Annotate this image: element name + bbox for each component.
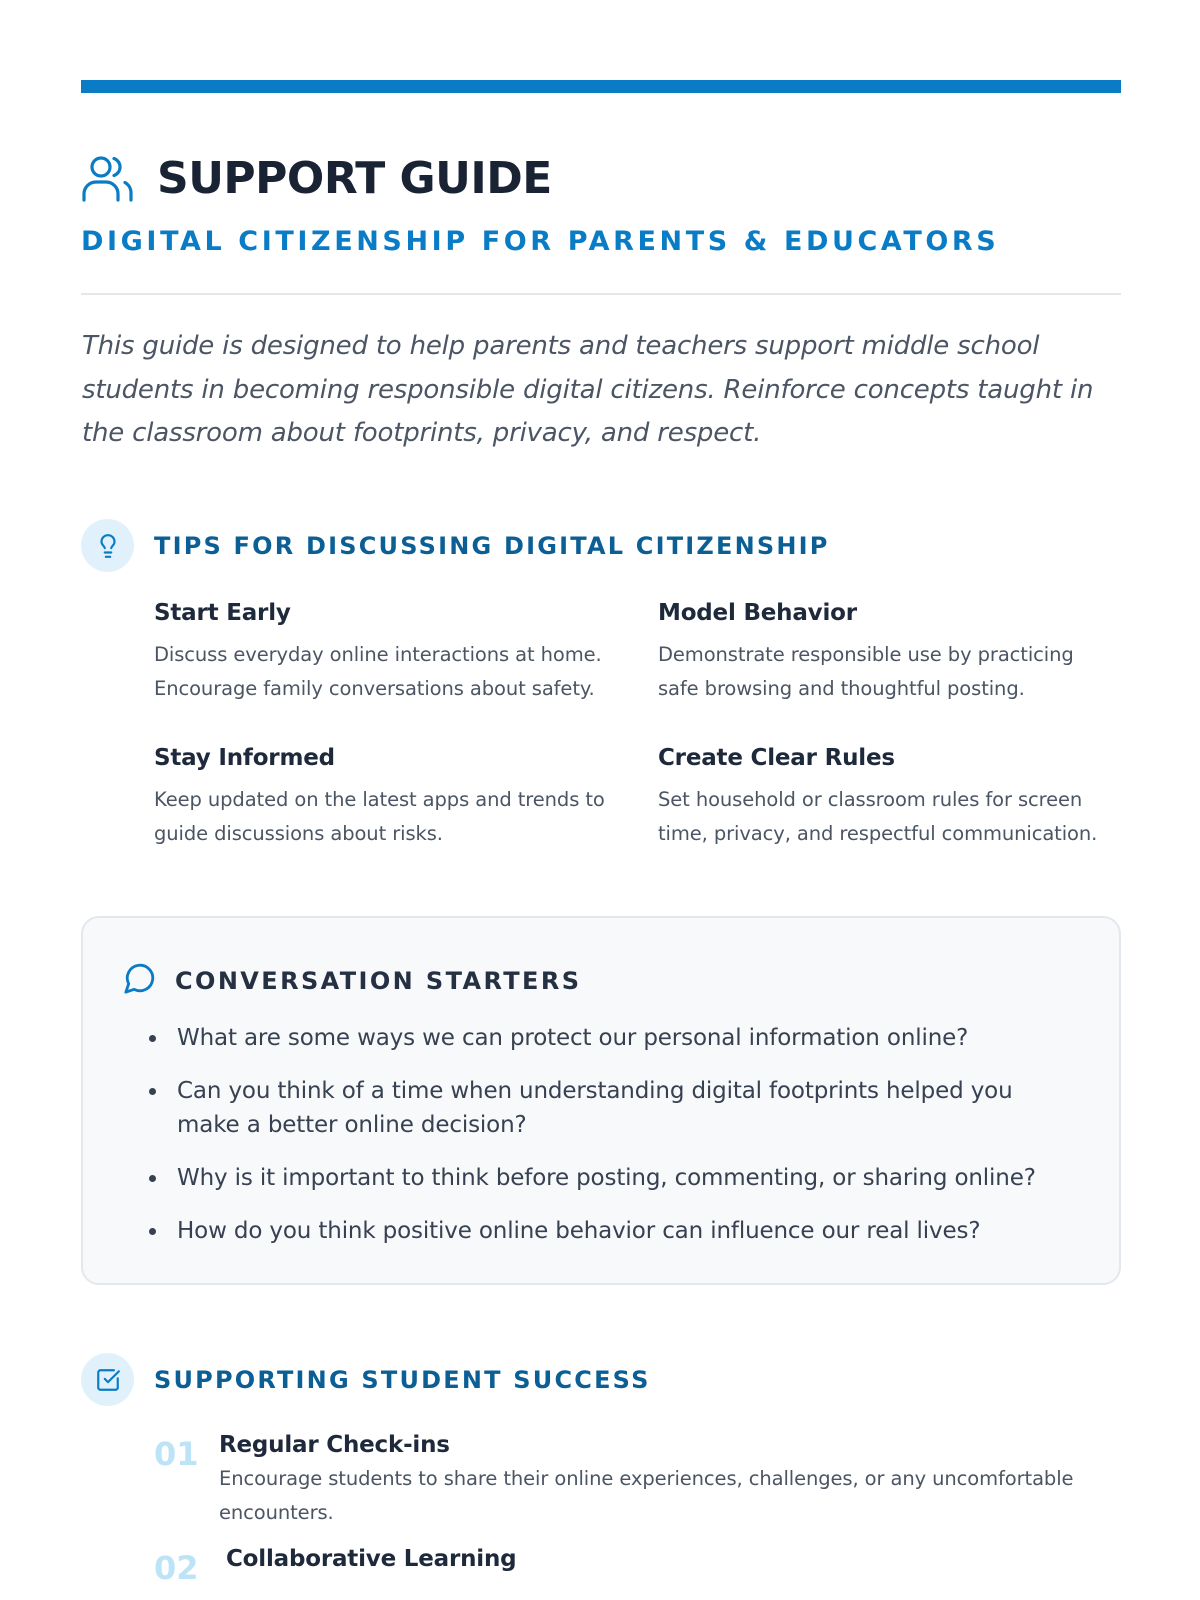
list-item: What are some ways we can protect our personal information online? (149, 1021, 1079, 1055)
tip-description: Discuss everyday online interactions at home. Encourage family conversations about safety. (154, 643, 602, 700)
conversation-starters-list (149, 1021, 1079, 1267)
top-accent-bar (81, 80, 1121, 93)
page-title: SUPPORT GUIDE (157, 152, 552, 204)
success-section-header (81, 1353, 651, 1406)
success-list (154, 1430, 1121, 1588)
conversation-starters-card (81, 916, 1121, 1285)
conversation-starters-header (123, 961, 581, 1000)
item-number: 01 (154, 1435, 199, 1473)
tip-description: Keep updated on the latest apps and trends to guide discussions about risks. (154, 788, 605, 845)
support-guide-page (81, 0, 1121, 1600)
item-number: 02 (154, 1549, 199, 1587)
page-subtitle: DIGITAL CITIZENSHIP FOR PARENTS & EDUCATORS (81, 226, 1000, 257)
item-description: Encourage students to share their online experiences, challenges, or any uncomfortable encounters. (219, 1467, 1074, 1524)
tip-title: Start Early (154, 600, 291, 626)
page-header (81, 150, 552, 206)
lightbulb-icon (81, 519, 134, 572)
chat-bubble-icon (123, 961, 157, 1000)
success-section-title: SUPPORTING STUDENT SUCCESS (154, 1365, 651, 1394)
tip-description: Set household or classroom rules for screen time, privacy, and respectful communication. (658, 788, 1098, 845)
checkbox-icon (81, 1353, 134, 1406)
tip-create-clear-rules (658, 745, 1118, 851)
tips-section-title: TIPS FOR DISCUSSING DIGITAL CITIZENSHIP (154, 531, 830, 560)
tip-model-behavior (658, 600, 1118, 706)
list-item: Why is it important to think before posting, commenting, or sharing online? (149, 1161, 1079, 1195)
tip-title: Stay Informed (154, 745, 335, 771)
item-title: Collaborative Learning (226, 1546, 517, 1572)
tip-title: Model Behavior (658, 600, 857, 626)
tip-title: Create Clear Rules (658, 745, 895, 771)
list-item: Can you think of a time when understanding digital footprints helped you make a better online decision? (149, 1074, 1079, 1142)
tip-description: Demonstrate responsible use by practicing safe browsing and thoughtful posting. (658, 643, 1074, 700)
conversation-starters-title: CONVERSATION STARTERS (175, 966, 582, 995)
success-item-regular-check-ins (154, 1430, 1121, 1530)
intro-paragraph: This guide is designed to help parents and teachers support middle school students in becoming responsible digital citizens. Reinforce concepts taught in the classroom about footprints, privacy, and respect. (82, 331, 1094, 448)
tip-stay-informed (154, 745, 614, 851)
header-divider (81, 293, 1121, 295)
list-item: How do you think positive online behavior can influence our real lives? (149, 1214, 1079, 1248)
tips-section-header (81, 519, 830, 572)
tip-start-early (154, 600, 614, 706)
success-item-collaborative-learning (154, 1544, 1121, 1588)
item-title: Regular Check-ins (219, 1432, 450, 1458)
users-icon (81, 152, 135, 204)
